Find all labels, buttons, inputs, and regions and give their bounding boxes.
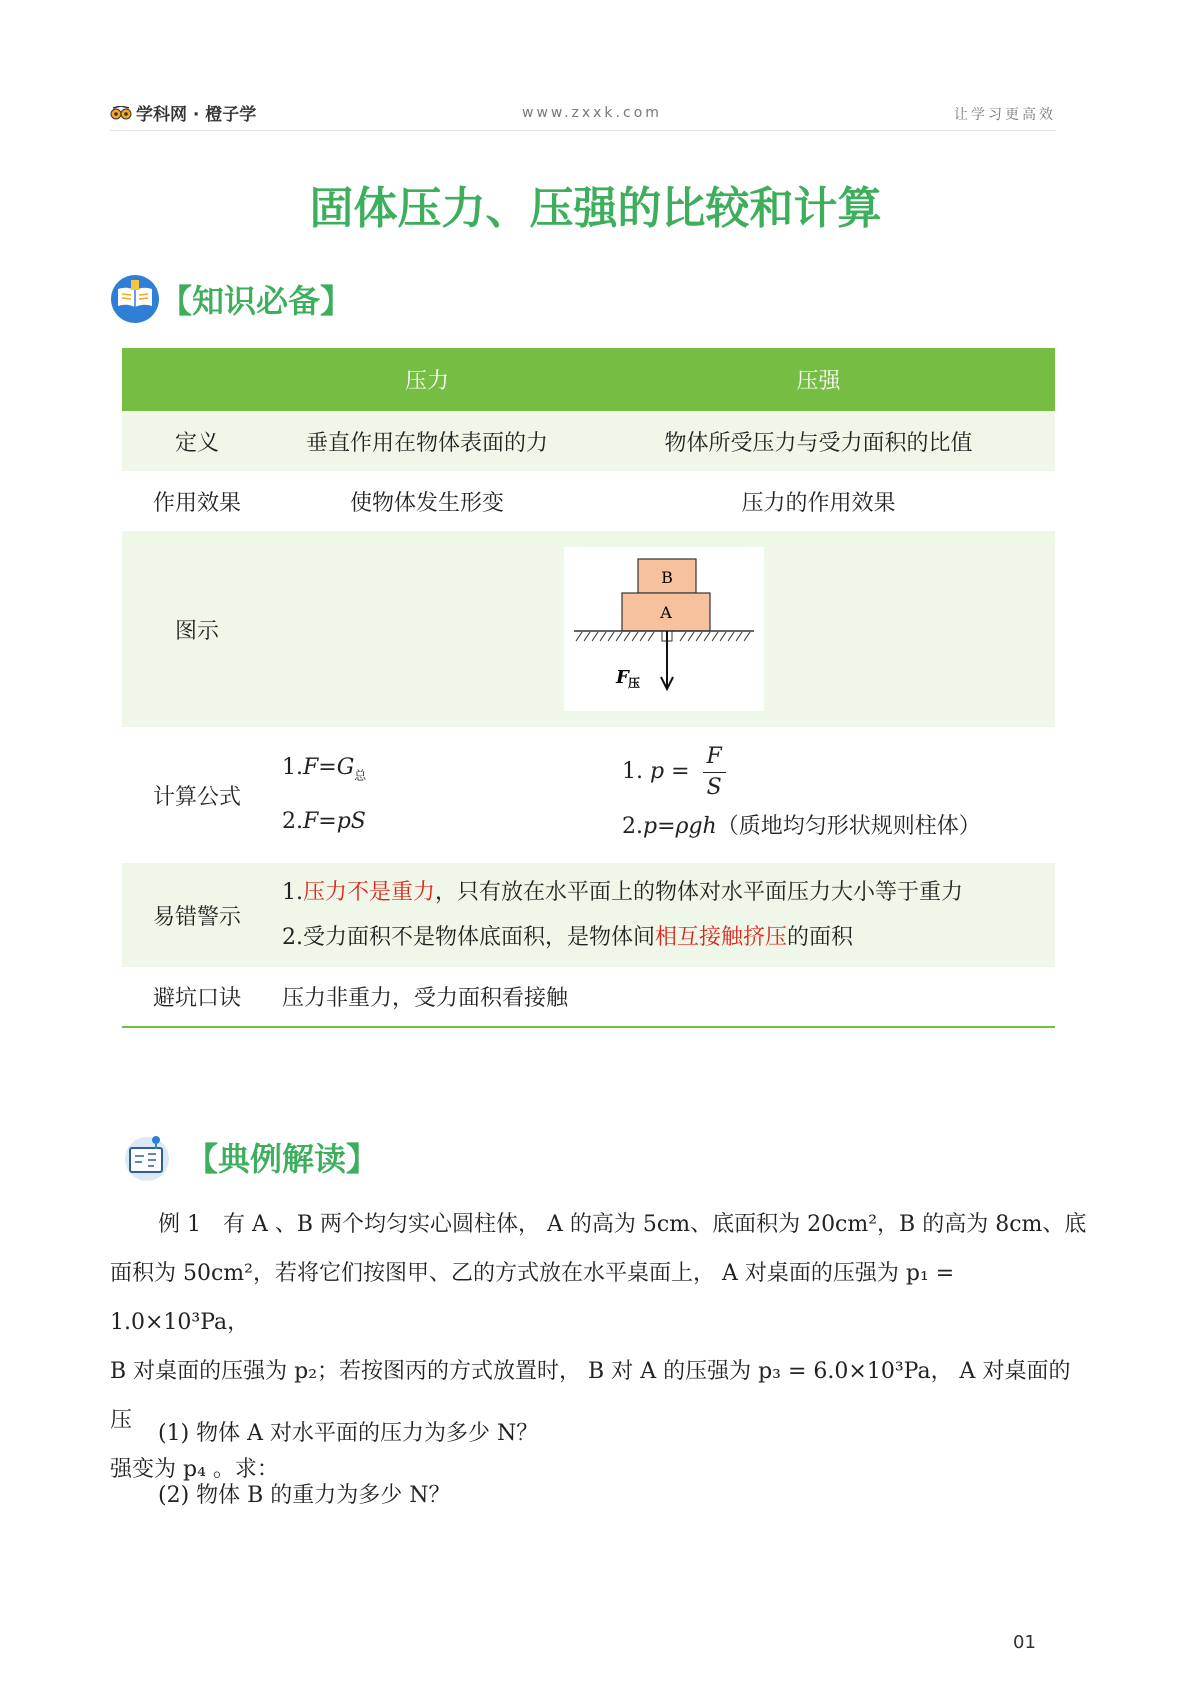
cell-pressure-force-definition: 垂直作用在物体表面的力 xyxy=(305,430,548,456)
table-row-warning xyxy=(122,863,1055,967)
formula-note: （质地均匀形状规则柱体） xyxy=(716,814,981,839)
table-header-pressure: 压强 xyxy=(582,348,1055,411)
cell-pressure-effect: 压力的作用效果 xyxy=(741,490,896,516)
section-examples-heading xyxy=(122,1132,378,1182)
warning-line xyxy=(282,915,1055,960)
row-label: 定义 xyxy=(174,430,219,456)
cell-pressure-definition: 物体所受压力与受力面积的比值 xyxy=(664,430,973,456)
row-label: 易错警示 xyxy=(152,904,241,930)
formula-line xyxy=(582,804,1055,850)
formula-p-rho-gh: p=ρgh xyxy=(643,814,717,839)
ground-hatch xyxy=(576,632,750,641)
slogan: 让学习更高效 xyxy=(954,107,1056,123)
page-header xyxy=(110,96,1056,131)
warning-highlight: 压力不是重力 xyxy=(303,880,436,905)
row-label: 图示 xyxy=(174,618,219,644)
table-row-definition xyxy=(122,411,1055,471)
warning-text: 2.受力面积不是物体底面积，是物体间 xyxy=(282,925,655,950)
force-label: F xyxy=(615,667,629,688)
warning-text: 的面积 xyxy=(787,925,854,950)
formula-line xyxy=(582,740,1055,804)
table-row-effect xyxy=(122,471,1055,531)
table-row-formula xyxy=(122,727,1055,863)
block-b-label: B xyxy=(660,568,673,587)
force-subscript: 压 xyxy=(627,676,640,690)
table-header-blank xyxy=(122,348,272,411)
formula-line xyxy=(272,799,582,845)
formula-prefix: 1. xyxy=(622,759,643,784)
formula-p-equals: p = xyxy=(650,759,690,784)
formula-f-equals-g: F=G xyxy=(303,755,355,781)
block-a-label: A xyxy=(659,603,672,622)
formula-subscript: 总 xyxy=(354,768,367,783)
row-label: 作用效果 xyxy=(152,490,241,516)
page-title: 固体压力、压强的比较和计算 xyxy=(309,183,882,234)
warning-text: ，只有放在水平面上的物体对水平面压力大小等于重力 xyxy=(435,880,964,905)
cell-pressure-force-effect: 使物体发生形变 xyxy=(349,490,504,516)
fraction-denominator: S xyxy=(706,774,722,800)
warning-highlight: 相互接触挤压 xyxy=(655,925,788,950)
stacked-blocks-diagram xyxy=(564,547,764,711)
cell-pressure-force-formula xyxy=(272,727,582,863)
example-line: 强变为 p₄ 。求： xyxy=(110,1457,279,1482)
formula-f-equals-ps: F=pS xyxy=(303,808,366,834)
knowledge-table xyxy=(122,348,1055,1028)
brand-name: 学科网 · 橙子学 xyxy=(136,105,257,125)
table-row-mnemonic xyxy=(122,967,1055,1027)
formula-prefix: 2. xyxy=(282,808,303,834)
formula-prefix: 2. xyxy=(622,814,643,839)
row-label: 避坑口诀 xyxy=(122,967,272,1027)
question-2: (2) 物体 B 的重力为多少 N？ xyxy=(158,1483,451,1508)
site-url: www.zxxk.com xyxy=(522,105,662,121)
page-number: 01 xyxy=(1013,1632,1036,1653)
table-header-pressure-force: 压力 xyxy=(272,348,582,411)
formula-line xyxy=(272,745,582,798)
example-line: 例 1 有 A 、B 两个均匀实心圆柱体， A 的高为 5cm、底面积为 20cm²，B 的高为 8cm、底 xyxy=(158,1212,1087,1237)
section-knowledge-label: 【知识必备】 xyxy=(160,282,353,320)
cell-mnemonic: 压力非重力，受力面积看接触 xyxy=(272,967,1055,1027)
open-book-icon xyxy=(110,274,160,324)
cell-figure xyxy=(272,531,1055,727)
warning-line xyxy=(282,870,1055,915)
formula-prefix: 1. xyxy=(282,755,303,781)
fraction xyxy=(703,742,726,803)
section-examples-label: 【典例解读】 xyxy=(186,1140,379,1178)
section-knowledge-heading xyxy=(110,274,352,324)
row-label: 计算公式 xyxy=(152,784,241,810)
example-line: B 对桌面的压强为 p₂；若按图丙的方式放置时， B 对 A 的压强为 p₃ = 6.0×10³Pa， A 对桌面的压 xyxy=(110,1359,1071,1433)
example-paragraph xyxy=(110,1200,1090,1494)
example-line: 面积为 50cm²，若将它们按图甲、乙的方式放在水平桌面上， A 对桌面的压强为 p₁ = 1.0×10³Pa， xyxy=(110,1261,955,1335)
owl-logo-icon xyxy=(110,106,132,120)
fraction-numerator: F xyxy=(703,742,726,773)
table-row-figure xyxy=(122,531,1055,727)
whiteboard-icon xyxy=(122,1132,172,1182)
cell-warning xyxy=(272,863,1055,967)
cell-pressure-formula xyxy=(582,727,1055,863)
question-1: (1) 物体 A 对水平面的压力为多少 N？ xyxy=(158,1421,539,1446)
warning-prefix: 1. xyxy=(282,880,303,905)
table-header-row xyxy=(122,348,1055,411)
stacked-blocks-figure xyxy=(564,547,764,711)
brand xyxy=(110,100,256,125)
